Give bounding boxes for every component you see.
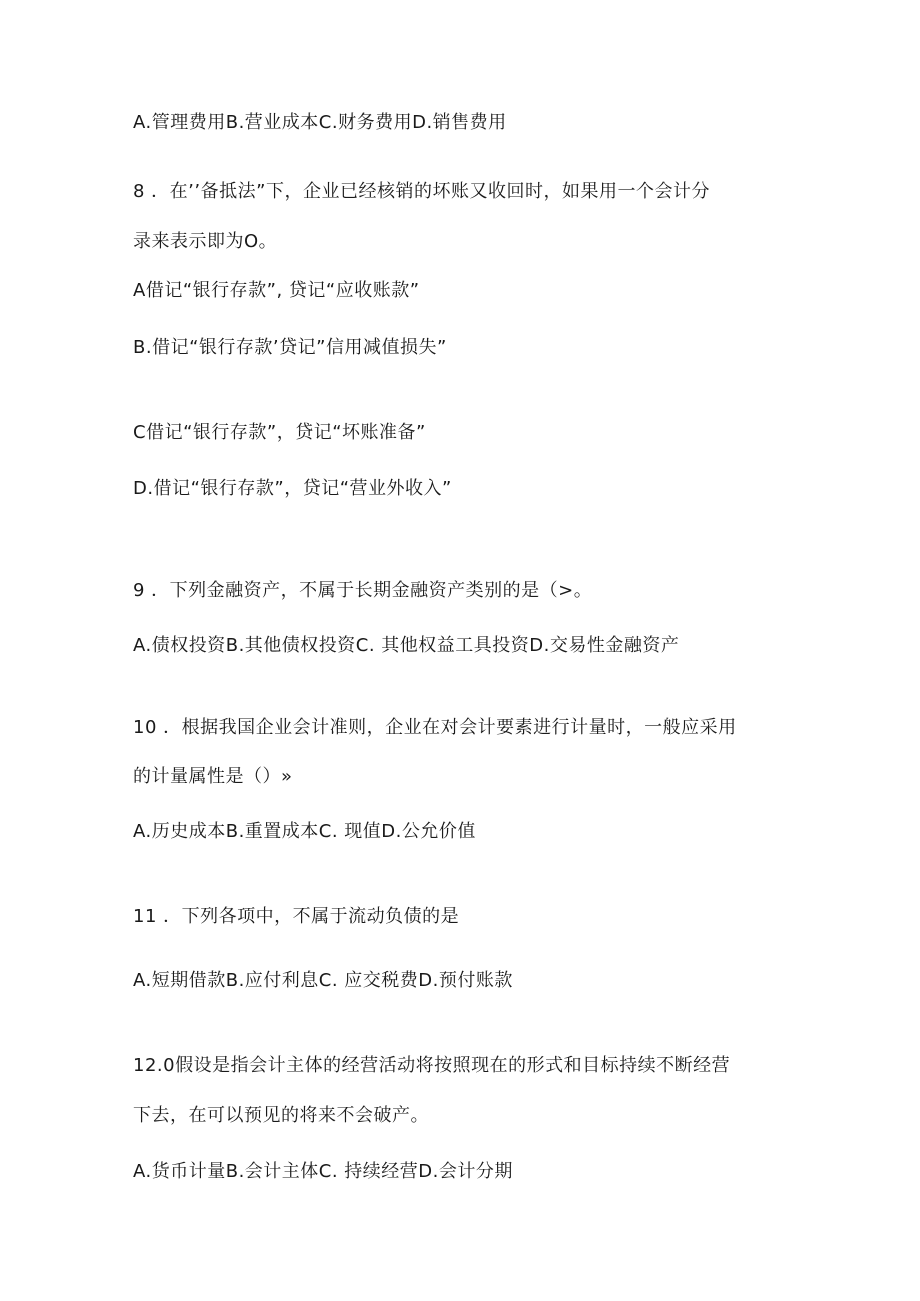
q10-question-line1: 10 ．根据我国企业会计准则，企业在对会计要素进行计量时，一般应采用 <box>133 717 737 738</box>
q12-question-line2: 下去，在可以预见的将来不会破产。 <box>133 1105 429 1126</box>
q8-option-c: C借记“银行存款”，贷记“坏账准备” <box>133 422 426 443</box>
q9-question: 9 ．下列金融资产，不属于长期金融资产类别的是（>。 <box>133 580 593 601</box>
q8-option-a: A借记“银行存款”, 贷记“应收账款” <box>133 280 420 301</box>
q12-options: A.货币计量B.会计主体C. 持续经营D.会计分期 <box>133 1161 513 1182</box>
q8-option-b: B.借记“银行存款’贷记”信用减值损失” <box>133 337 447 358</box>
q8-question-line1: 8 ．在’’备抵法”下，企业已经核销的坏账又收回时，如果用一个会计分 <box>133 181 710 202</box>
q10-question-line2: 的计量属性是（）» <box>133 766 293 787</box>
q7-options: A.管理费用B.营业成本C.财务费用D.销售费用 <box>133 112 507 133</box>
q10-options: A.历史成本B.重置成本C. 现值D.公允价值 <box>133 821 476 842</box>
q9-options: A.债权投资B.其他债权投资C. 其他权益工具投资D.交易性金融资产 <box>133 635 680 656</box>
q8-option-d: D.借记“银行存款”，贷记“营业外收入” <box>133 478 452 499</box>
q12-question-line1: 12.0假设是指会计主体的经营活动将按照现在的形式和目标持续不断经营 <box>133 1055 731 1076</box>
q8-question-line2: 录来表示即为O。 <box>133 231 278 252</box>
q11-question: 11 ．下列各项中，不属于流动负债的是 <box>133 906 460 927</box>
q11-options: A.短期借款B.应付利息C. 应交税费D.预付账款 <box>133 970 513 991</box>
